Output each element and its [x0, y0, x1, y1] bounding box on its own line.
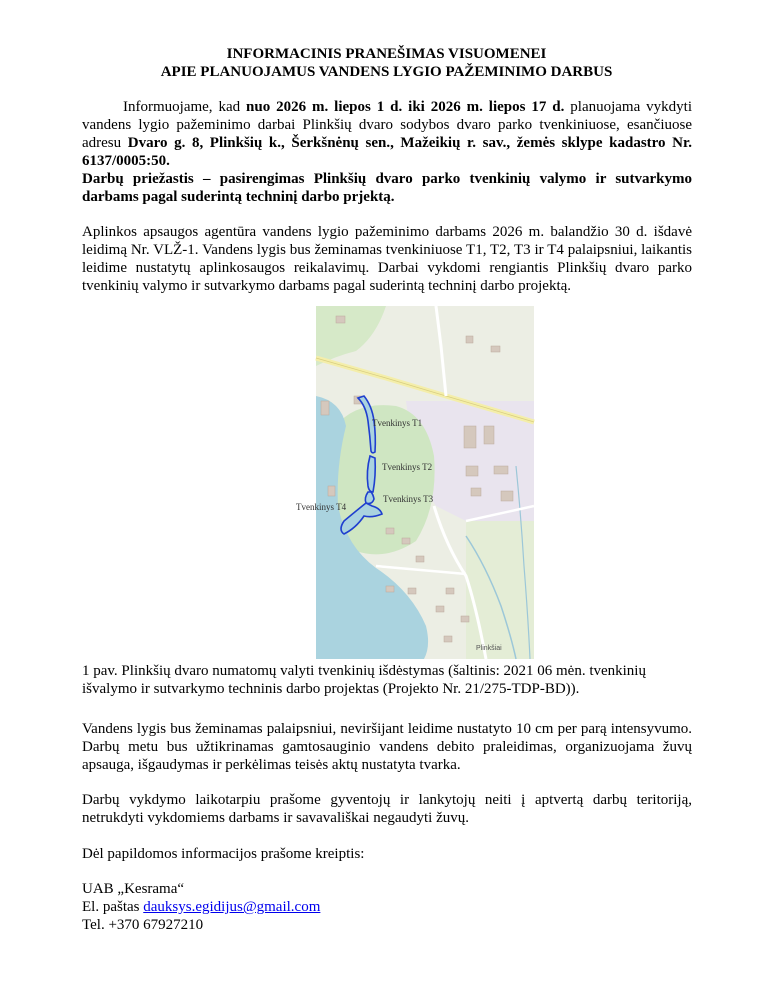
contact-company: UAB „Kesrama“: [82, 881, 185, 897]
pond-t3-label: Tvenkinys T3: [383, 494, 434, 504]
contact-phone: Tel. +370 67927210: [82, 917, 204, 933]
pond-location-map: [296, 306, 534, 659]
reason-paragraph: Darbų priežastis – pasirengimas Plinkšių dvaro parko tvenkinių valymo ir sutvarkymo darbams pagal suderintą techninį darbo prjektą.: [82, 171, 692, 205]
permit-paragraph: Aplinkos apsaugos agentūra vandens lygio pažeminimo darbams 2026 m. balandžio 30 d. išdavė leidimą Nr. VLŽ-1. Vandens lygis bus žeminamas tvenkiniuose T1, T2, T3 ir T4 palaipsniui, laikantis leidime nustatytų aplinkosaugos reikalavimų. Darbai vykdomi rengiantis Plinkšių dvaro parko tvenkinių valymo ir sutvarkymo darbams pagal suderintą techninį darbo projektą.: [82, 224, 692, 294]
map-farmland: [466, 506, 534, 659]
village-label: Plinkšiai: [476, 645, 502, 652]
contact-intro: Dėl papildomos informacijos prašome kreiptis:: [82, 846, 365, 862]
contact-email-line: [82, 898, 320, 916]
intro-paragraph: [82, 98, 692, 170]
intro-text-2: planuojama vykdyti vandens lygio pažeminimo darbai Plinkšių dvaro sodybos dvaro parko tvenkiniuose, esančiuose adresu: [82, 99, 692, 151]
figure-caption: 1 pav. Plinkšių dvaro numatomų valyti tvenkinių išdėstymas (šaltinis: 2021 06 mėn. tvenkinių išvalymo ir sutvarkymo techninis darbo projektas (Projekto Nr. 21/275-TDP-BD)).: [82, 663, 646, 697]
pond-t4-label: Tvenkinys T4: [296, 502, 347, 512]
contact-email-link[interactable]: dauksys.egidijus@gmail.com: [143, 899, 321, 915]
notice-title-line2: APIE PLANUOJAMUS VANDENS LYGIO PAŽEMINIMO DARBUS: [160, 64, 613, 80]
map-svg: [296, 306, 534, 659]
pond-t1-label: Tvenkinys T1: [372, 418, 423, 428]
pond-t2: [367, 456, 375, 492]
water-level-paragraph: Vandens lygis bus žeminamas palaipsniui, neviršijant leidime nustatyto 10 cm per parą intensyvumo. Darbų metu bus užtikrinamas gamtosauginio vandens debito praleidimas, organizuojama žuvų apsauga, išgaudymas ir perkėlimas teisės aktų nustatyta tvarka.: [82, 721, 692, 773]
contact-email-label: El. paštas: [82, 899, 144, 915]
intro-text-1: Informuojame, kad: [123, 99, 247, 115]
pond-t3: [365, 492, 374, 504]
request-paragraph: Darbų vykdymo laikotarpiu prašome gyventojų ir lankytojų neiti į aptvertą darbų teritoriją, netrukdyti vykdomiems darbams ir savavališkai negaudyti žuvų.: [82, 792, 692, 826]
pond-t2-label: Tvenkinys T2: [382, 462, 433, 472]
notice-title-line1: INFORMACINIS PRANEŠIMAS VISUOMENEI: [226, 46, 547, 62]
intro-dates: nuo 2026 m. liepos 1 d. iki 2026 m. liepos 17 d.: [246, 99, 565, 115]
intro-address: Dvaro g. 8, Plinkšių k., Šerkšnėnų sen., Mažeikių r. sav., žemės sklype kadastro Nr. 6137/0005:50.: [82, 135, 693, 169]
